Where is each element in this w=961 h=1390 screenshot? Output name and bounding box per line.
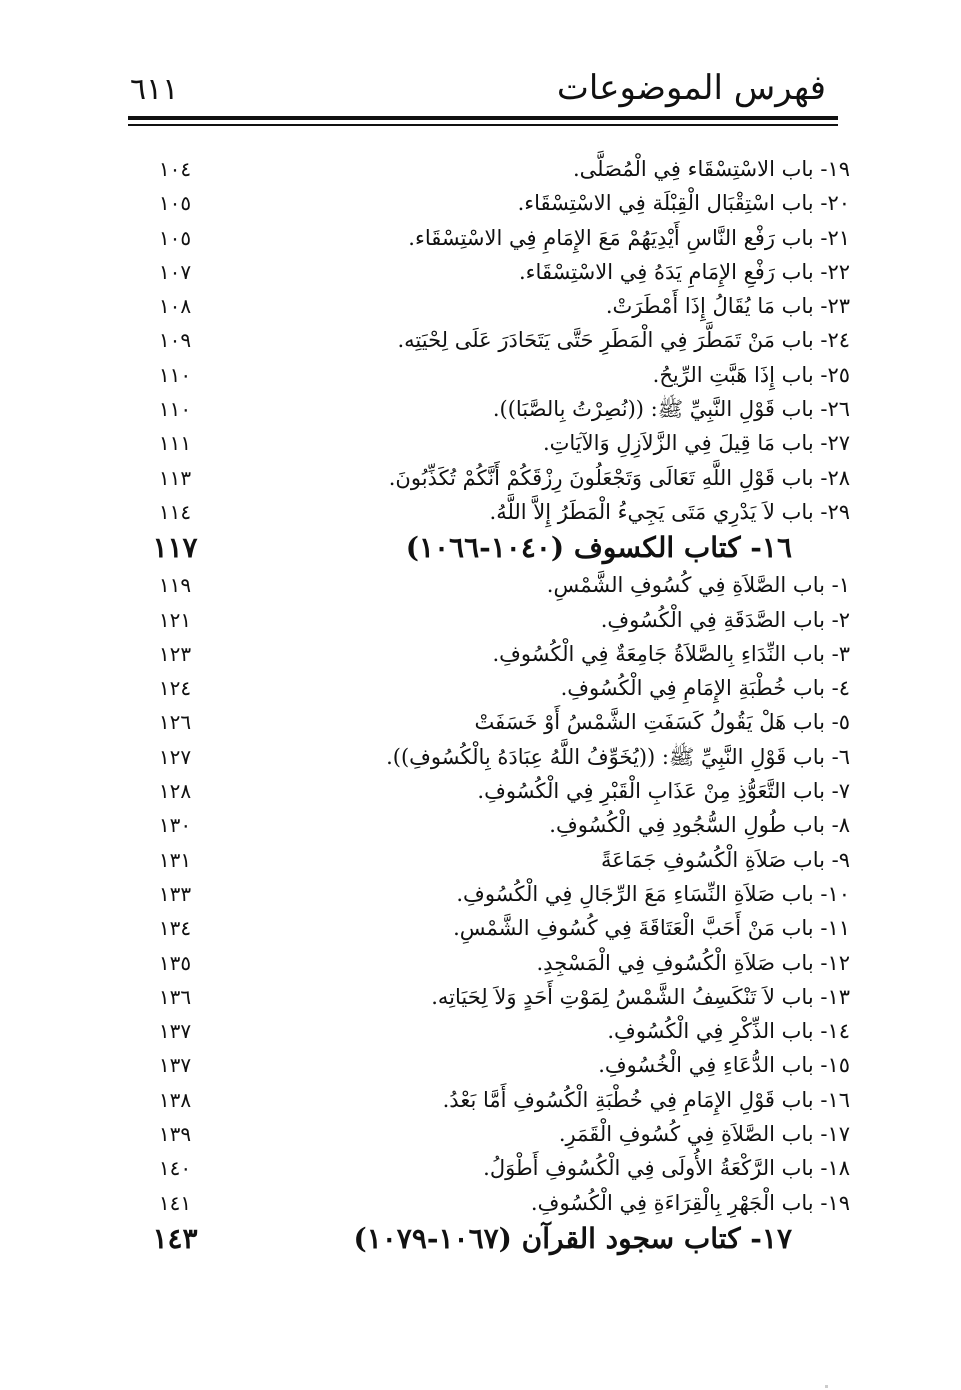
toc-entry-page: ١٣٣ (158, 881, 192, 906)
toc-entry-page: ١٣١ (158, 847, 192, 872)
toc-entry-row (140, 705, 850, 739)
toc-entry-title: ٢٢- باب رَفْعِ الإِمَامِ يَدَهُ فِي الاسْتِسْقَاء. (519, 259, 850, 284)
toc-entry-row (140, 1117, 850, 1151)
book-heading-page: ١٤٣ (152, 1221, 198, 1255)
toc-entry-page: ١٠٧ (158, 259, 192, 284)
book-heading-title: ١٦- كتاب الكسوف (١٠٤٠-١٠٦٦) (405, 531, 792, 565)
toc-entry-page: ١٤٠ (158, 1156, 192, 1181)
book-heading-row (140, 1220, 850, 1259)
toc-entry-row (140, 221, 850, 255)
toc-entry-page: ١١٠ (158, 397, 192, 422)
toc-entry-row (140, 255, 850, 289)
toc-entry-row (140, 980, 850, 1014)
toc-entry-row (140, 946, 850, 980)
toc-entry-title: ٢٦- باب قَوْلِ النَّبِيِّ ﷺ: ((نُصِرْتُ بِالصَّبَا)). (492, 397, 850, 422)
scan-speck (825, 1385, 828, 1388)
toc-entry-title: ١٣- باب لاَ تَنْكَسِفُ الشَّمْسُ لِمَوْتِ أَحَدٍ وَلاَ لِحَيَاتِه. (431, 984, 850, 1009)
toc-entry-title: ١٧- باب الصَّلاَةِ فِي كُسُوفِ الْقَمَرِ. (558, 1122, 850, 1147)
toc-entry-title: ٢٠- باب اسْتِقْبَال الْقِبْلَة فِي الاسْتِسْقَاء. (517, 191, 850, 216)
toc-entry-row (140, 495, 850, 529)
toc-entry-title: ٤- باب خُطْبَةِ الإِمَامِ فِي الْكُسُوفِ. (560, 676, 850, 701)
toc-entry-title: ١٩- باب الْجَهْرِ بِالْقِرَاءَةِ فِي الْكُسُوفِ. (530, 1190, 850, 1215)
toc-entry-page: ١٣٩ (158, 1122, 192, 1147)
running-title: فهرس الموضوعات (556, 68, 826, 108)
toc-entry-page: ١٠٥ (158, 191, 192, 216)
toc-entry-page: ١١٤ (158, 499, 192, 524)
toc-entry-title: ٢٧- باب مَا قِيلَ فِي الزَّلاَزِلِ وَالآيَاتِ. (542, 431, 850, 456)
toc-entry-title: ١٨- باب الرَّكْعَةُ الأُولَى فِي الْكُسُوفِ أَطْوَلُ. (483, 1156, 850, 1181)
toc-entry-row (140, 568, 850, 602)
toc-entry-title: ١٦- باب قَوْلِ الإِمَامِ فِي خُطْبَةِ الْكُسُوفِ أَمَّا بَعْدُ. (442, 1087, 850, 1112)
toc-entry-title: ٨- باب طُولِ السُّجُودِ فِي الْكُسُوفِ. (549, 813, 850, 838)
toc-entry-page: ١١٩ (158, 573, 192, 598)
book-heading-page: ١١٧ (152, 531, 198, 565)
toc-entry-row (140, 426, 850, 460)
toc-entry-page: ١٢١ (158, 607, 192, 632)
toc-entry-row (140, 392, 850, 426)
toc-entry-row (140, 323, 850, 357)
toc-entry-row (140, 1186, 850, 1220)
toc-entry-title: ٩- باب صَلاَةِ الْكُسُوفِ جَمَاعَةً (601, 847, 850, 872)
toc-entry-row (140, 671, 850, 705)
toc-entry-row (140, 877, 850, 911)
toc-entry-row (140, 186, 850, 220)
toc-entry-page: ١٠٨ (158, 294, 192, 319)
toc-entry-page: ١٣٥ (158, 950, 192, 975)
toc-entry-page: ١١٣ (158, 465, 192, 490)
book-heading-row (140, 529, 850, 568)
toc-entry-title: ٥- باب هَلْ يَقُولُ كَسَفَتِ الشَّمْسُ أَوْ خَسَفَتْ (474, 710, 850, 735)
toc-entry-page: ١١١ (158, 431, 192, 456)
toc-entry-row (140, 358, 850, 392)
toc-entry-row (140, 740, 850, 774)
toc-entry-title: ٢٤- باب مَنْ تَمَطَّرَ فِي الْمَطَرِ حَتَّى يَتَحَادَرَ عَلَى لِحْيَتِه. (397, 328, 850, 353)
toc-entry-row (140, 774, 850, 808)
toc-entry-page: ١٢٦ (158, 710, 192, 735)
toc-entry-title: ٢٣- باب مَا يُقَالُ إِذَا أَمْطَرَتْ. (605, 294, 850, 319)
toc-entry-row (140, 1048, 850, 1082)
toc-entry-page: ١٠٤ (158, 157, 192, 181)
toc-entry-row (140, 1151, 850, 1185)
toc-entry-row (140, 461, 850, 495)
toc-entry-page: ١٣٤ (158, 916, 192, 941)
toc-entry-title: ١٢- باب صَلاَةِ الْكُسُوفِ فِي الْمَسْجِدِ. (536, 950, 850, 975)
toc-entry-page: ١٣٧ (158, 1053, 192, 1078)
toc-entry-title: ٢- باب الصَّدَقَةِ فِي الْكُسُوفِ. (600, 607, 850, 632)
toc-entry-title: ١- باب الصَّلاَةِ فِي كُسُوفِ الشَّمْسِ. (546, 573, 850, 598)
book-heading-title: ١٧- كتاب سجود القرآن (١٠٦٧-١٠٧٩) (353, 1221, 792, 1255)
toc-entry-row (140, 1083, 850, 1117)
toc-entry-page: ١٣٧ (158, 1019, 192, 1044)
toc-entry-page: ١٣٦ (158, 984, 192, 1009)
toc-entry-page: ١٠٥ (158, 225, 192, 250)
toc-entry-title: ٣- باب النِّدَاءِ بِالصَّلاَةُ جَامِعَةٌ فِي الْكُسُوفِ. (492, 641, 850, 666)
toc-entry-page: ١٢٧ (158, 744, 192, 769)
toc-entry-page: ١٠٩ (158, 328, 192, 353)
toc-entry-row (140, 637, 850, 671)
toc-entry-title: ١١- باب مَنْ أَحَبَّ الْعَتَاقَةَ فِي كُسُوفِ الشَّمْسِ. (453, 916, 850, 941)
toc-entry-page: ١٢٣ (158, 641, 192, 666)
toc-entry-row (140, 1014, 850, 1048)
toc-entry-title: ٢٥- باب إِذَا هَبَّتِ الرِّيحُ. (652, 362, 850, 387)
toc-entry-row (140, 808, 850, 842)
table-of-contents (140, 152, 850, 1259)
toc-entry-row (140, 911, 850, 945)
header-rule-thin (128, 124, 838, 126)
toc-entry-title: ١٤- باب الذِّكْرِ فِي الْكُسُوفِ. (607, 1019, 850, 1044)
toc-entry-page: ١٢٨ (158, 779, 192, 804)
toc-entry-title: ٢١- باب رَفْع النَّاسِ أَيْدِيَهُمْ مَعَ الإِمَامِ فِي الاسْتِسْقَاء. (408, 225, 850, 250)
toc-entry-page: ١٤١ (158, 1190, 192, 1215)
toc-entry-row (140, 603, 850, 637)
toc-entry-page: ١٣٨ (158, 1087, 192, 1112)
toc-entry-page: ١٣٠ (158, 813, 192, 838)
toc-entry-page: ١١٠ (158, 362, 192, 387)
toc-entry-page: ١٢٤ (158, 676, 192, 701)
toc-entry-row (140, 843, 850, 877)
toc-entry-title: ١٠- باب صَلاَةِ النِّسَاءِ مَعَ الرِّجَالِ فِي الْكُسُوفِ. (456, 881, 850, 906)
toc-entry-title: ٦- باب قَوْلِ النَّبِيِّ ﷺ: ((يُخَوِّفُ اللَّهُ عِبَادَهُ بِالْكُسُوفِ)). (386, 744, 850, 769)
toc-entry-row (140, 289, 850, 323)
toc-entry-row (140, 152, 850, 186)
toc-entry-title: ٢٩- باب لاَ يَدْرِي مَتَى يَجِيءُ الْمَطَرُ إِلاَّ اللَّهُ. (489, 499, 850, 524)
toc-entry-title: ٢٨- باب قَوْلِ اللَّهِ تَعَالَى وَتَجْعَلُونَ رِزْقَكُمْ أَنَّكُمْ تُكَذِّبُونَ. (388, 465, 850, 490)
toc-entry-title: ١٥- باب الدُّعَاءِ فِي الْخُسُوفِ. (598, 1053, 850, 1078)
header-rule-thick (128, 116, 838, 120)
page-number: ٦١١ (130, 72, 179, 107)
toc-entry-title: ١٩- باب الاسْتِسْقَاء فِي الْمُصَلَّى. (572, 157, 850, 181)
toc-entry-title: ٧- باب التَّعَوُّذِ مِنْ عَذَابِ الْقَبْرِ فِي الْكُسُوفِ. (477, 779, 850, 804)
